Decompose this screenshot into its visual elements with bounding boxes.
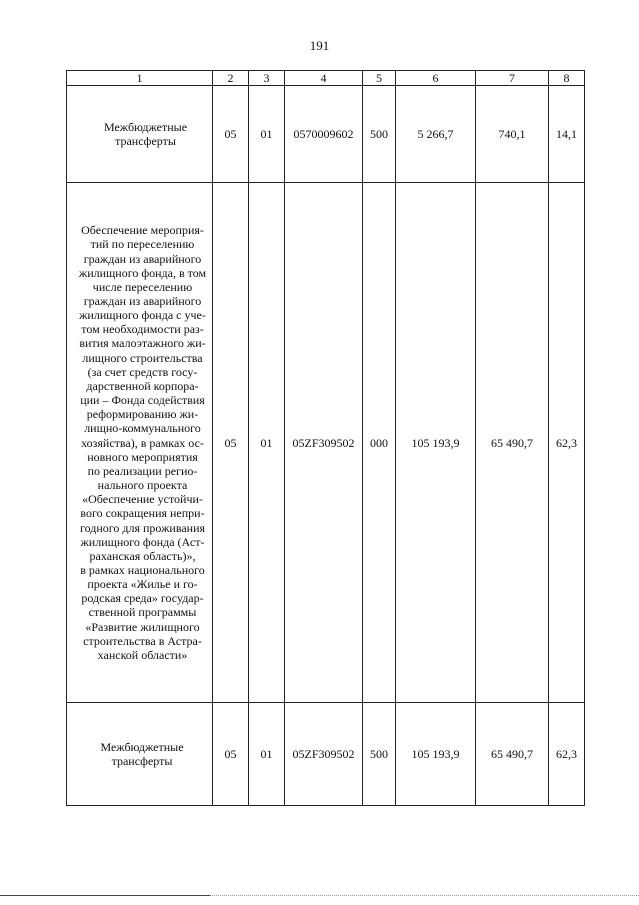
executed-amount: 65 490,7 bbox=[476, 703, 549, 806]
planned-amount: 105 193,9 bbox=[396, 183, 476, 703]
description-line: строительства в Астра- bbox=[83, 633, 202, 648]
section-code: 05 bbox=[213, 183, 249, 703]
description-line: лищного строительства bbox=[82, 350, 203, 365]
description-line: трансферты bbox=[111, 754, 173, 769]
header-row bbox=[67, 71, 585, 86]
target-article-code: 05ZF309502 bbox=[285, 183, 363, 703]
description-line: Межбюджетные bbox=[100, 740, 184, 754]
row-description bbox=[67, 703, 213, 806]
subsection-code: 01 bbox=[249, 86, 285, 183]
column-header: 6 bbox=[396, 71, 476, 86]
description-line: дарственной корпора- bbox=[86, 378, 199, 393]
column-header: 4 bbox=[285, 71, 363, 86]
description-line: реформированию жи- bbox=[86, 407, 199, 422]
description-line: граждан из аварийного bbox=[83, 294, 202, 309]
description-line: по реализации регио- bbox=[87, 463, 198, 478]
description-line: вого сокращения непри- bbox=[80, 506, 205, 521]
description-line: ханской области» bbox=[97, 647, 188, 662]
description-line: Межбюджетные bbox=[103, 120, 188, 134]
expense-type-code: 500 bbox=[363, 86, 396, 183]
column-header: 3 bbox=[249, 71, 285, 86]
execution-percent: 62,3 bbox=[549, 183, 585, 703]
description-line: проекта «Жилье и го- bbox=[87, 577, 198, 592]
row-description bbox=[67, 86, 213, 183]
footer-rule-solid bbox=[0, 895, 210, 896]
planned-amount: 105 193,9 bbox=[396, 703, 476, 806]
description-line: лищно-коммунального bbox=[84, 421, 201, 436]
table-row bbox=[67, 703, 585, 806]
description-line: ции – Фонда содействия bbox=[80, 393, 205, 408]
description-line: жилищного фонда с уче- bbox=[79, 308, 206, 323]
description-line: (за счет средств госу- bbox=[87, 364, 198, 379]
description-line: жилищного фонда, в том bbox=[78, 265, 207, 280]
description-line: хозяйства), в рамках ос- bbox=[81, 435, 204, 450]
column-header: 8 bbox=[549, 71, 585, 86]
description-line: нального проекта bbox=[97, 478, 188, 493]
table-row bbox=[67, 86, 585, 183]
budget-table bbox=[66, 70, 585, 806]
description-line: «Обеспечение устойчи- bbox=[82, 492, 203, 507]
description-line: «Развитие жилищного bbox=[85, 619, 200, 634]
description-line: трансферты bbox=[115, 134, 176, 149]
description-line: ственной программы bbox=[88, 605, 197, 620]
column-header: 2 bbox=[213, 71, 249, 86]
column-header: 5 bbox=[363, 71, 396, 86]
target-article-code: 0570009602 bbox=[285, 86, 363, 183]
row-description bbox=[67, 183, 213, 703]
column-header: 7 bbox=[476, 71, 549, 86]
description-line: тий по переселению bbox=[90, 237, 195, 252]
description-line: Обеспечение мероприя- bbox=[81, 223, 204, 238]
subsection-code: 01 bbox=[249, 183, 285, 703]
description-line: в рамках национального bbox=[80, 562, 205, 577]
description-line: родская среда» государ- bbox=[81, 591, 204, 606]
description-line: том необходимости раз- bbox=[81, 322, 204, 337]
section-code: 05 bbox=[213, 86, 249, 183]
executed-amount: 740,1 bbox=[476, 86, 549, 183]
executed-amount: 65 490,7 bbox=[476, 183, 549, 703]
execution-percent: 62,3 bbox=[549, 703, 585, 806]
description-line: вития малоэтажного жи- bbox=[79, 336, 206, 351]
expense-type-code: 500 bbox=[363, 703, 396, 806]
description-line: граждан из аварийного bbox=[83, 251, 202, 266]
target-article-code: 05ZF309502 bbox=[285, 703, 363, 806]
execution-percent: 14,1 bbox=[549, 86, 585, 183]
description-line: годного для проживания bbox=[79, 520, 206, 535]
page-number: 191 bbox=[309, 38, 330, 53]
table-row bbox=[67, 183, 585, 703]
description-line: жилищного фонда (Аст- bbox=[80, 534, 205, 549]
column-header: 1 bbox=[67, 71, 213, 86]
description-line: числе переселению bbox=[92, 279, 193, 294]
section-code: 05 bbox=[213, 703, 249, 806]
subsection-code: 01 bbox=[249, 703, 285, 806]
description-line: раханская область)», bbox=[89, 548, 196, 563]
expense-type-code: 000 bbox=[363, 183, 396, 703]
planned-amount: 5 266,7 bbox=[396, 86, 476, 183]
description-line: новного мероприятия bbox=[87, 449, 198, 464]
